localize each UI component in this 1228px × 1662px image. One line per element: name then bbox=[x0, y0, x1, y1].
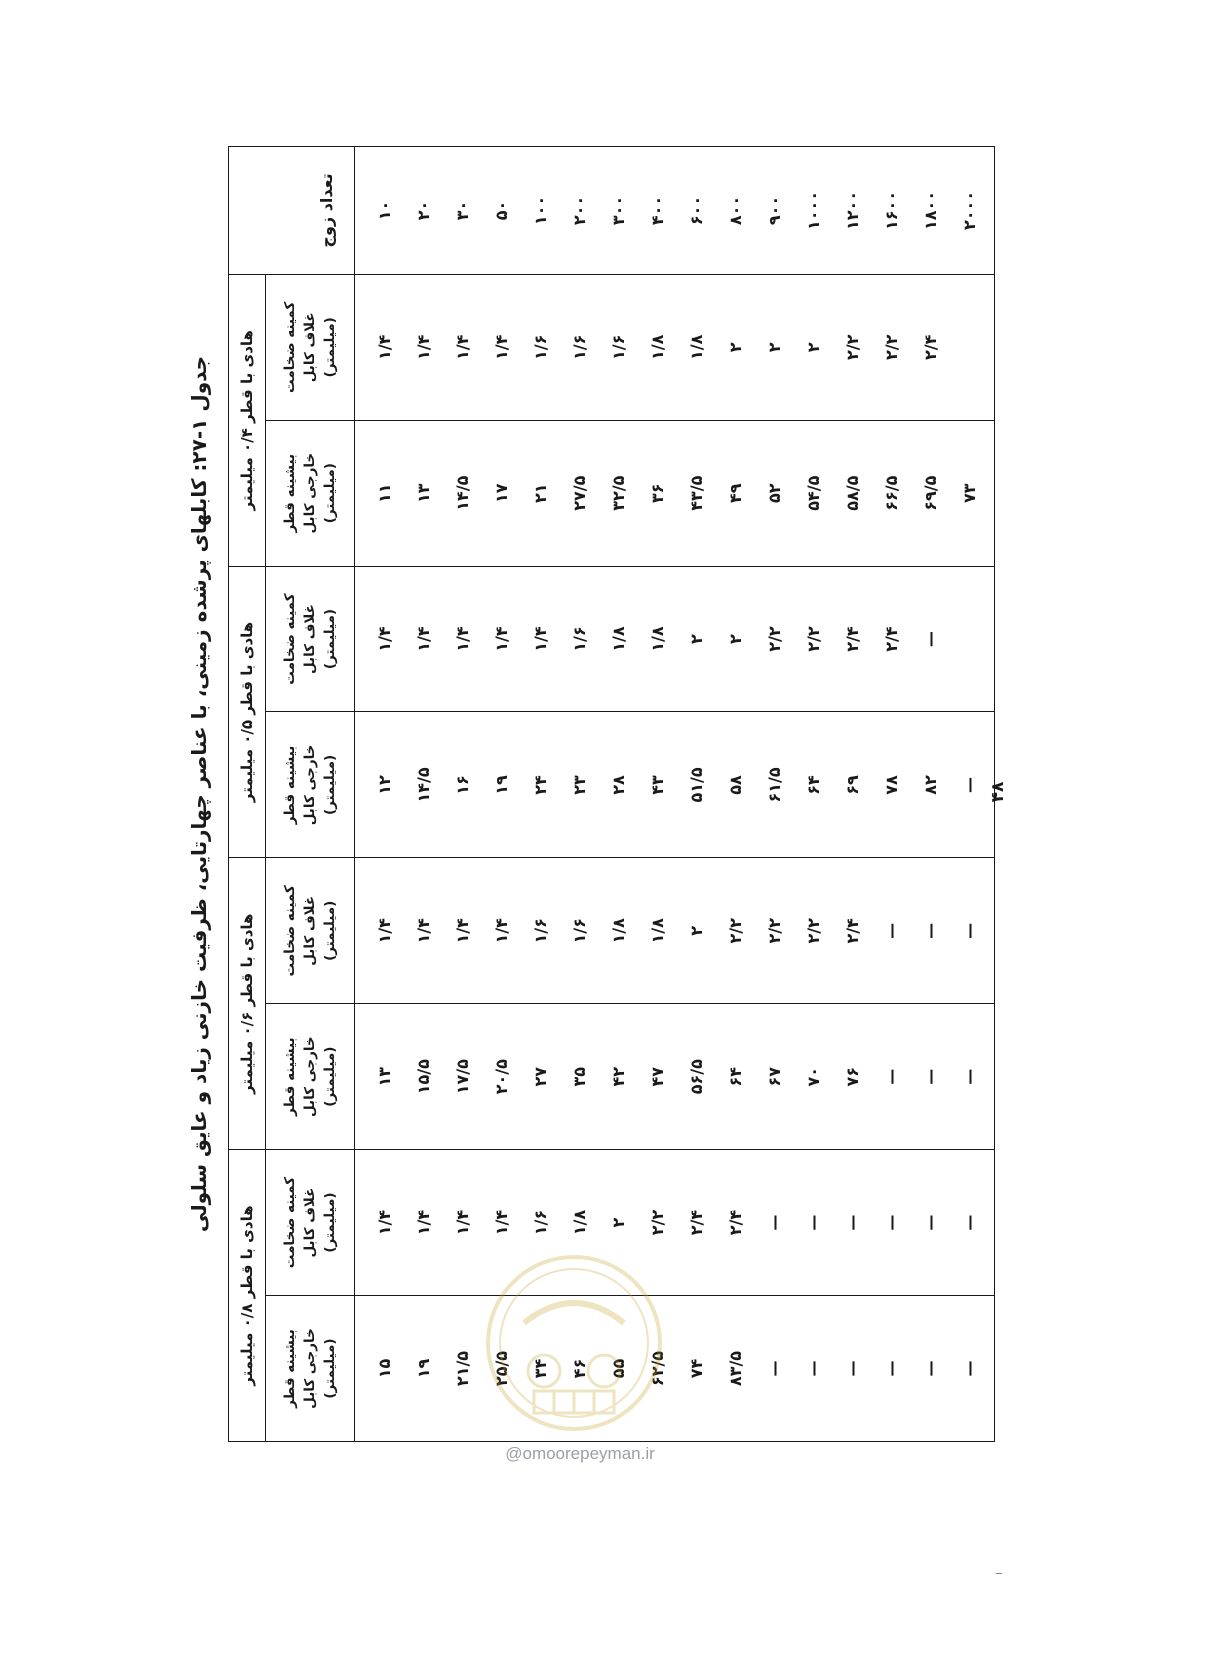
sheath-thickness-cell: ۱/۴ bbox=[414, 918, 433, 944]
sheath-thickness-cell: ۱/۸ bbox=[687, 334, 706, 360]
scan-mark: _ bbox=[996, 1560, 1002, 1574]
pair-count-cell: ۶۰۰ bbox=[687, 195, 706, 226]
outer-diameter-cell: ۳۲/۵ bbox=[609, 475, 628, 511]
outer-diameter-cell: ۱۳ bbox=[414, 483, 433, 503]
outer-diameter-cell: ۶۲/۵ bbox=[648, 1350, 667, 1387]
outer-diameter-cell: ۸۳/۵ bbox=[726, 1350, 745, 1387]
outer-diameter-cell: — bbox=[765, 1360, 784, 1377]
pair-count-cell: ۸۰۰ bbox=[726, 195, 745, 226]
outer-diameter-cell: ۳۶ bbox=[648, 483, 667, 503]
outer-diameter-cell: ۵۴/۵ bbox=[804, 475, 823, 511]
sheath-thickness-cell: ۲/۲ bbox=[765, 918, 784, 944]
outer-diameter-cell: ۳۴ bbox=[531, 1358, 550, 1379]
diameter-header: بیشینه قطر خارجی کابل (میلیمتر) bbox=[266, 1004, 355, 1150]
sheath-header: کمینه ضخامت غلاف کابل (میلیمتر) bbox=[266, 1150, 355, 1296]
group-header-0.4mm: هادی با قطر ۰/۴ میلیمتر bbox=[229, 274, 266, 566]
pair-count-cell: ۴۰۰ bbox=[648, 195, 667, 226]
outer-diameter-cell: ۵۸/۵ bbox=[843, 475, 862, 511]
pair-count-cell: ۱۰۰ bbox=[531, 195, 550, 226]
outer-diameter-cell: ۴۹ bbox=[726, 483, 745, 503]
sheath-0.4-column bbox=[355, 274, 995, 420]
diameter-header: بیشینه قطر خارجی کابل (میلیمتر) bbox=[266, 712, 355, 858]
sheath-thickness-cell: ۲ bbox=[804, 342, 823, 353]
pairs-header: تعداد زوج bbox=[229, 147, 355, 275]
pair-count-cell: ۳۰۰ bbox=[609, 195, 628, 226]
outer-diameter-cell: ۷۳ bbox=[960, 483, 979, 503]
pair-count-cell: ۱۸۰۰ bbox=[921, 190, 940, 230]
sheath-0.8-column bbox=[355, 1150, 995, 1296]
sheath-0.6-column bbox=[355, 858, 995, 1004]
sheath-thickness-cell: ۱/۴ bbox=[453, 334, 472, 360]
outer-diameter-cell: ۲۵/۵ bbox=[492, 1350, 511, 1387]
sheath-thickness-cell: ۱/۶ bbox=[609, 334, 628, 360]
outer-diameter-cell: ۷۰ bbox=[804, 1066, 823, 1087]
sheath-thickness-cell: ۱/۴ bbox=[414, 1209, 433, 1236]
sheath-thickness-cell: ۲ bbox=[765, 342, 784, 353]
table-caption: جدول ۱-۲۷: کابلهای پرشده زمینی، با عناصر چهارتایی، ظرفیت خازنی زیاد و عایق سلولی bbox=[187, 355, 211, 1233]
outer-diameter-cell: — bbox=[960, 1068, 979, 1085]
sheath-thickness-cell: ۱/۶ bbox=[531, 334, 550, 360]
sheath-thickness-cell: ۱/۸ bbox=[648, 334, 667, 360]
pair-count-cell: ۱۰۰۰ bbox=[804, 190, 823, 230]
outer-diameter-cell: ۲۱/۵ bbox=[453, 1350, 472, 1387]
sheath-thickness-cell: ۱/۴ bbox=[414, 626, 433, 652]
sheath-thickness-cell: ۲/۴ bbox=[921, 334, 940, 360]
pair-count-cell: ۱۲۰۰ bbox=[843, 190, 862, 230]
pair-count-cell: ۲۰۰۰ bbox=[960, 190, 979, 230]
diameter-header: بیشینه قطر خارجی کابل (میلیمتر) bbox=[266, 420, 355, 566]
sheath-header: کمینه ضخامت غلاف کابل (میلیمتر) bbox=[266, 274, 355, 420]
sheath-thickness-cell: ۲/۴ bbox=[843, 918, 862, 944]
diameter-header: بیشینه قطر خارجی کابل (میلیمتر) bbox=[266, 1296, 355, 1442]
outer-diameter-cell: ۷۶ bbox=[843, 1066, 862, 1087]
outer-diameter-cell: — bbox=[804, 1360, 823, 1377]
sheath-thickness-cell: ۱/۴ bbox=[453, 918, 472, 944]
sheath-thickness-cell: ۱/۸ bbox=[609, 626, 628, 652]
outer-diameter-cell: ۶۹/۵ bbox=[921, 475, 940, 511]
outer-diameter-cell: ۱۶ bbox=[453, 775, 472, 795]
sheath-thickness-cell: — bbox=[882, 1214, 901, 1231]
sheath-header: کمینه ضخامت غلاف کابل (میلیمتر) bbox=[266, 858, 355, 1004]
sheath-thickness-cell: — bbox=[960, 1214, 979, 1231]
sheath-thickness-cell: ۲/۲ bbox=[882, 334, 901, 360]
diameter-0.8-column bbox=[355, 1296, 995, 1442]
outer-diameter-cell: ۱۹ bbox=[414, 1358, 433, 1379]
sheath-thickness-cell: ۱/۸ bbox=[570, 1209, 589, 1236]
sheath-thickness-cell: — bbox=[921, 922, 940, 939]
sheath-thickness-cell: ۲ bbox=[726, 634, 745, 644]
outer-diameter-cell: ۴۶ bbox=[570, 1358, 589, 1379]
sheath-thickness-cell: ۱/۶ bbox=[570, 334, 589, 360]
sheath-thickness-cell: ۱/۴ bbox=[492, 626, 511, 652]
sheath-thickness-cell: ۱/۴ bbox=[375, 626, 394, 652]
sheath-thickness-cell: ۲/۲ bbox=[804, 918, 823, 944]
sheath-thickness-cell: ۱/۴ bbox=[375, 334, 394, 360]
sheath-thickness-cell: ۱/۸ bbox=[609, 918, 628, 944]
pair-count-cell: ۳۰ bbox=[453, 200, 472, 221]
diameter-0.5-column bbox=[355, 712, 995, 858]
sheath-thickness-cell: — bbox=[921, 1214, 940, 1231]
pair-count-cell: ۱۰ bbox=[375, 200, 394, 221]
sheath-thickness-cell: — bbox=[882, 922, 901, 939]
outer-diameter-cell: ۱۷/۵ bbox=[453, 1059, 472, 1095]
diameter-0.6-column bbox=[355, 1004, 995, 1150]
sheath-thickness-cell: ۲/۴ bbox=[882, 626, 901, 652]
pair-count-cell: ۲۰۰ bbox=[570, 195, 589, 226]
sheath-thickness-cell: — bbox=[960, 922, 979, 939]
pair-count-cell: ۲۰ bbox=[414, 200, 433, 221]
sheath-header: کمینه ضخامت غلاف کابل (میلیمتر) bbox=[266, 566, 355, 712]
sheath-thickness-cell: ۲/۲ bbox=[726, 918, 745, 944]
outer-diameter-cell: ۱۴/۵ bbox=[414, 767, 433, 803]
outer-diameter-cell: ۲۴ bbox=[531, 775, 550, 795]
sheath-thickness-cell: ۲/۲ bbox=[648, 1209, 667, 1236]
outer-diameter-cell: ۴۷ bbox=[648, 1066, 667, 1087]
pair-count-cell: ۵۰ bbox=[492, 200, 511, 221]
outer-diameter-cell: ۱۳ bbox=[375, 1066, 394, 1087]
sheath-thickness-cell: ۲/۴ bbox=[687, 1209, 706, 1236]
outer-diameter-cell: ۵۵ bbox=[609, 1358, 628, 1379]
sheath-thickness-cell: ۱/۶ bbox=[531, 918, 550, 944]
outer-diameter-cell: — bbox=[960, 776, 979, 793]
outer-diameter-cell: ۵۸ bbox=[726, 775, 745, 795]
outer-diameter-cell: — bbox=[882, 1068, 901, 1085]
sheath-0.5-column bbox=[355, 566, 995, 712]
outer-diameter-cell: ۱۴/۵ bbox=[453, 475, 472, 511]
outer-diameter-cell: ۴۲ bbox=[609, 1066, 628, 1087]
sheath-thickness-cell: ۱/۶ bbox=[570, 918, 589, 944]
sheath-thickness-cell: ۲/۴ bbox=[843, 626, 862, 652]
sheath-thickness-cell: ۲ bbox=[687, 634, 706, 644]
pair-count-cell: ۱۶۰۰ bbox=[882, 190, 901, 230]
outer-diameter-cell: ۲۳ bbox=[570, 775, 589, 795]
cable-specs-table bbox=[228, 146, 995, 1442]
outer-diameter-cell: ۴۳/۵ bbox=[687, 475, 706, 511]
sheath-thickness-cell: ۱/۶ bbox=[531, 1209, 550, 1236]
sheath-thickness-cell: ۱/۸ bbox=[648, 918, 667, 944]
sheath-thickness-cell: ۱/۴ bbox=[531, 626, 550, 652]
outer-diameter-cell: ۱۱ bbox=[375, 483, 394, 503]
sheath-thickness-cell: ۲/۴ bbox=[726, 1209, 745, 1236]
sheath-thickness-cell: ۲/۲ bbox=[765, 626, 784, 652]
outer-diameter-cell: ۲۰/۵ bbox=[492, 1059, 511, 1095]
sheath-thickness-cell: ۱/۴ bbox=[414, 334, 433, 360]
outer-diameter-cell: ۶۶/۵ bbox=[882, 475, 901, 511]
outer-diameter-cell: ۲۷ bbox=[531, 1066, 550, 1087]
outer-diameter-cell: ۲۱ bbox=[531, 483, 550, 503]
outer-diameter-cell: ۶۴ bbox=[726, 1066, 745, 1087]
outer-diameter-cell: — bbox=[921, 1068, 940, 1085]
sheath-thickness-cell: — bbox=[804, 1214, 823, 1231]
outer-diameter-cell: — bbox=[921, 1360, 940, 1377]
outer-diameter-cell: ۲۸ bbox=[609, 775, 628, 795]
pairs-column bbox=[355, 147, 995, 275]
outer-diameter-cell: ۶۱/۵ bbox=[765, 767, 784, 803]
outer-diameter-cell: ۶۹ bbox=[843, 775, 862, 795]
sheath-thickness-cell: ۱/۴ bbox=[375, 918, 394, 944]
sheath-thickness-cell: — bbox=[765, 1214, 784, 1231]
outer-diameter-cell: — bbox=[843, 1360, 862, 1377]
sheath-thickness-cell: ۲ bbox=[687, 925, 706, 936]
outer-diameter-cell: — bbox=[882, 1360, 901, 1377]
sheath-thickness-cell: ۱/۸ bbox=[648, 626, 667, 652]
sheath-thickness-cell: ۱/۶ bbox=[570, 626, 589, 652]
at-icon: @ bbox=[505, 1444, 523, 1463]
outer-diameter-cell: ۶۷ bbox=[765, 1066, 784, 1087]
outer-diameter-cell: ۷۴ bbox=[687, 1358, 706, 1379]
outer-diameter-cell: ۵۱/۵ bbox=[687, 767, 706, 803]
outer-diameter-cell: ۶۴ bbox=[804, 775, 823, 795]
sheath-thickness-cell: ۲ bbox=[609, 1217, 628, 1228]
sheath-thickness-cell: — bbox=[843, 1214, 862, 1231]
sheath-thickness-cell: — bbox=[921, 631, 940, 648]
outer-diameter-cell: ۵۲ bbox=[765, 483, 784, 503]
sheath-thickness-cell: ۱/۴ bbox=[375, 1209, 394, 1236]
group-header-0.6mm: هادی با قطر ۰/۶ میلیمتر bbox=[229, 858, 266, 1150]
outer-diameter-cell: ۱۹ bbox=[492, 775, 511, 795]
outer-diameter-cell: ۴۳ bbox=[648, 775, 667, 795]
sheath-thickness-cell: ۲/۲ bbox=[804, 626, 823, 652]
outer-diameter-cell: ۲۷/۵ bbox=[570, 475, 589, 511]
group-header-0.5mm: هادی با قطر ۰/۵ میلیمتر bbox=[229, 566, 266, 858]
sheath-thickness-cell: ۱/۴ bbox=[492, 918, 511, 944]
outer-diameter-cell: ۳۵ bbox=[570, 1066, 589, 1087]
outer-diameter-cell: ۱۲ bbox=[375, 775, 394, 795]
diameter-0.4-column bbox=[355, 420, 995, 566]
watermark-url: @omoorepeyman.ir bbox=[505, 1444, 655, 1463]
outer-diameter-cell: — bbox=[960, 1360, 979, 1377]
sheath-thickness-cell: ۱/۴ bbox=[492, 1209, 511, 1236]
sheath-thickness-cell: ۱/۴ bbox=[453, 1209, 472, 1236]
outer-diameter-cell: ۱۵/۵ bbox=[414, 1059, 433, 1095]
outer-diameter-cell: ۵۶/۵ bbox=[687, 1059, 706, 1095]
sheath-thickness-cell: ۱/۴ bbox=[453, 626, 472, 652]
outer-diameter-cell: ۷۸ bbox=[882, 775, 901, 795]
outer-diameter-cell: ۱۵ bbox=[375, 1358, 394, 1379]
outer-diameter-cell: ۸۲ bbox=[921, 775, 940, 795]
sheath-thickness-cell: ۲/۲ bbox=[843, 334, 862, 360]
group-header-0.8mm: هادی با قطر ۰/۸ میلیمتر bbox=[229, 1150, 266, 1442]
pair-count-cell: ۹۰۰ bbox=[765, 195, 784, 226]
rotated-page bbox=[170, 146, 1008, 1442]
publisher-stamp-logo bbox=[484, 1253, 664, 1433]
outer-diameter-cell: ۱۷ bbox=[492, 483, 511, 503]
page-number: ۴۸ bbox=[988, 781, 1008, 803]
sheath-thickness-cell: ۲ bbox=[726, 342, 745, 353]
sheath-thickness-cell: ۱/۴ bbox=[492, 334, 511, 360]
